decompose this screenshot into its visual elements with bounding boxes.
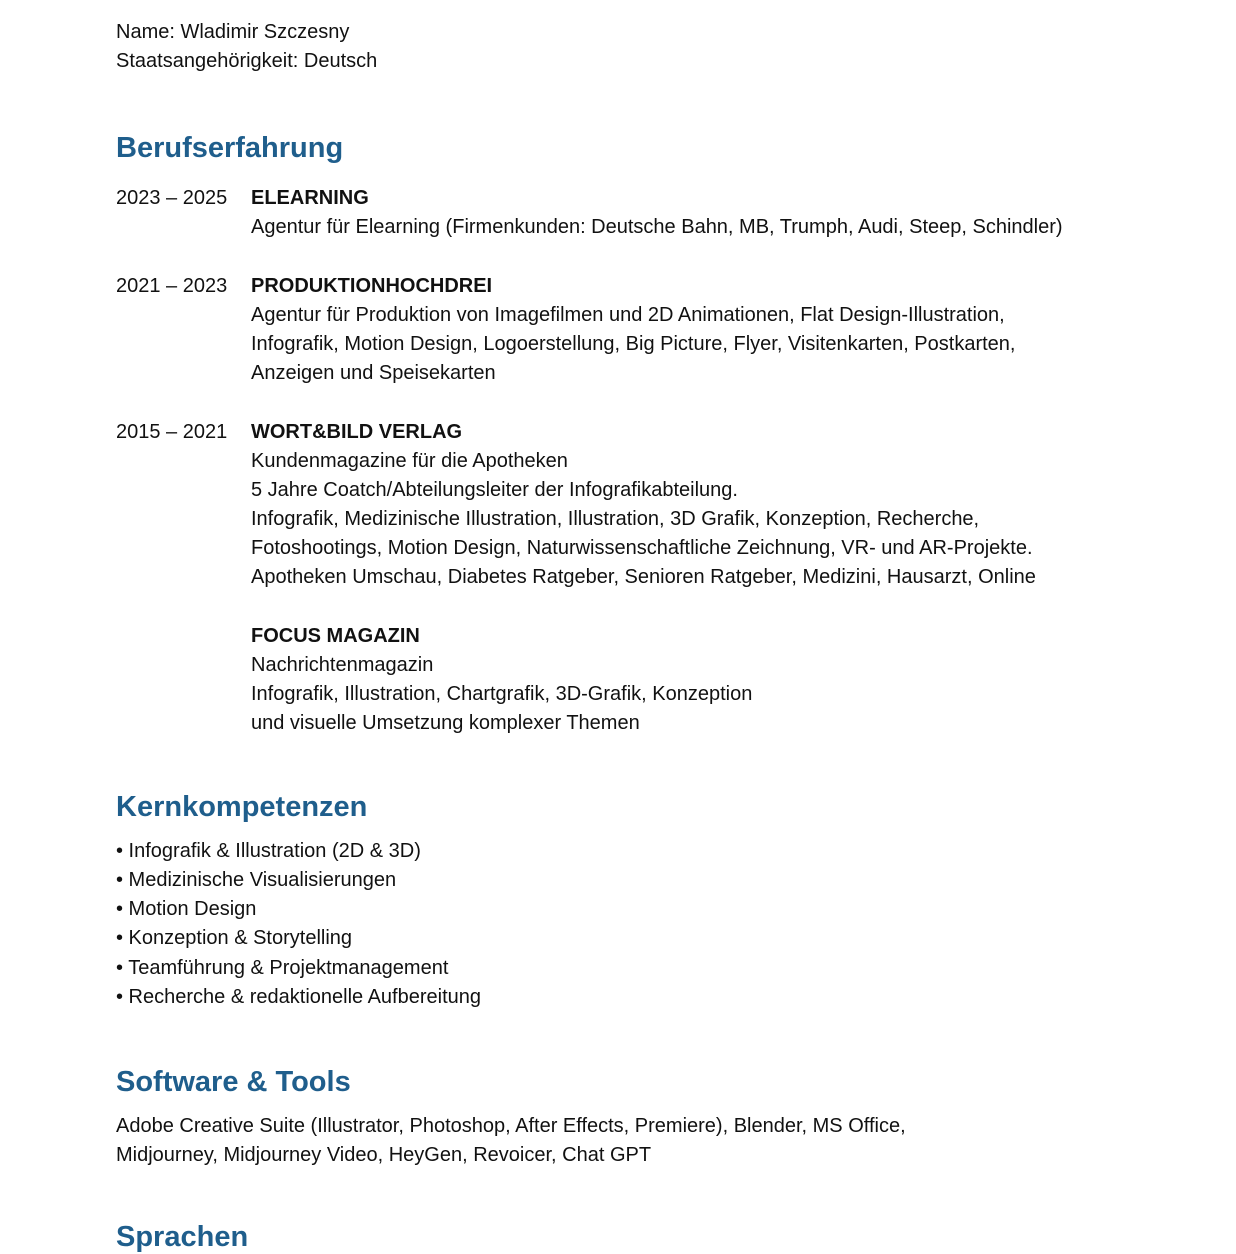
experience-detail: Infografik, Motion Design, Logoerstellung, Big Picture, Flyer, Visitenkarten, Postkarten, [251,333,1016,355]
software-line: Adobe Creative Suite (Illustrator, Photoshop, After Effects, Premiere), Blender, MS Office, [116,1115,906,1137]
experience-years: 2015 – 2021 [116,421,228,443]
experience-years: 2023 – 2025 [116,187,228,209]
skill-item: • Medizinische Visualisierungen [116,869,397,891]
experience-detail: Nachrichtenmagazin [251,654,434,676]
skill-item: • Recherche & redaktionelle Aufbereitung [116,986,482,1008]
software-heading: Software & Tools [116,1066,351,1098]
experience-years: 2021 – 2023 [116,275,228,297]
skills-heading: Kernkompetenzen [116,791,368,823]
name-line: Name: Wladimir Szczesny [116,21,350,43]
experience-company: PRODUKTIONHOCHDREI [251,275,493,297]
experience-detail: Agentur für Elearning (Firmenkunden: Deutsche Bahn, MB, Trumph, Audi, Steep, Schindler) [251,216,1063,238]
skill-item: • Teamführung & Projektmanagement [116,957,449,979]
skill-item: • Konzeption & Storytelling [116,927,353,949]
experience-heading: Berufserfahrung [116,132,344,164]
experience-detail: Infografik, Illustration, Chartgrafik, 3D-Grafik, Konzeption [251,683,753,705]
experience-detail: Apotheken Umschau, Diabetes Ratgeber, Senioren Ratgeber, Medizini, Hausarzt, Online [251,566,1036,588]
experience-detail: 5 Jahre Coatch/Abteilungsleiter der Infografikabteilung. [251,479,738,501]
nationality-line: Staatsangehörigkeit: Deutsch [116,50,378,72]
experience-detail: Infografik, Medizinische Illustration, Illustration, 3D Grafik, Konzeption, Recherche, [251,508,980,530]
experience-detail: Agentur für Produktion von Imagefilmen und 2D Animationen, Flat Design-Illustration, [251,304,1005,326]
experience-detail: Fotoshootings, Motion Design, Naturwissenschaftliche Zeichnung, VR- und AR-Projekte. [251,537,1033,559]
experience-detail: Kundenmagazine für die Apotheken [251,450,568,472]
software-line: Midjourney, Midjourney Video, HeyGen, Revoicer, Chat GPT [116,1144,652,1166]
experience-detail: Anzeigen und Speisekarten [251,362,496,384]
languages-heading: Sprachen [116,1221,249,1253]
experience-detail: und visuelle Umsetzung komplexer Themen [251,712,640,734]
skill-item: • Infografik & Illustration (2D & 3D) [116,840,421,862]
experience-company: WORT&BILD VERLAG [251,421,463,443]
experience-company: ELEARNING [251,187,369,209]
skill-item: • Motion Design [116,898,257,920]
experience-company: FOCUS MAGAZIN [251,625,420,647]
